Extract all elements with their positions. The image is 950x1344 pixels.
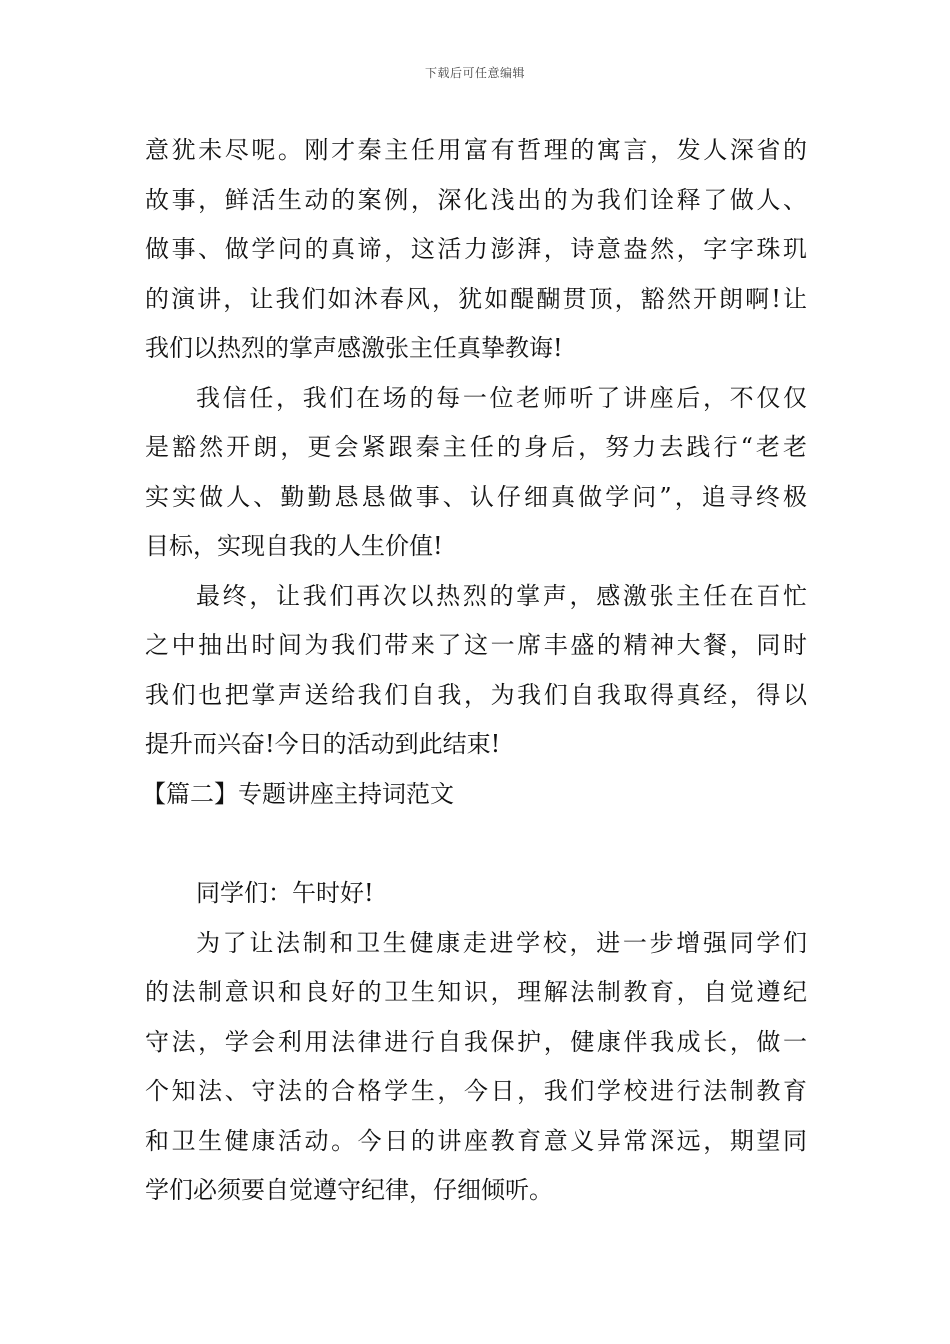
- body-line: 之中抽出时间为我们带来了这一席丰盛的精神大餐，同时: [145, 631, 807, 659]
- body-line: 故事，鲜活生动的案例，深化浅出的为我们诠释了做人、: [145, 185, 807, 214]
- body-line: 做事、做学问的真谛，这活力澎湃，诗意盎然，字字珠玑: [145, 235, 807, 263]
- body-line: 我信任，我们在场的每一位老师听了讲座后，不仅仅: [196, 383, 807, 412]
- body-line: 我们也把掌声送给我们自我，为我们自我取得真经，得以: [145, 680, 807, 709]
- page-header: 下载后可任意编辑: [424, 66, 525, 80]
- body-line: 的演讲，让我们如沐春风，犹如醍醐贯顶，豁然开朗啊!让: [145, 284, 807, 313]
- body-line: 我们以热烈的掌声感激张主任真挚教诲!: [145, 334, 563, 362]
- body-line: 意犹未尽呢。刚才秦主任用富有哲理的寓言，发人深省的: [145, 136, 807, 164]
- greeting-line: 同学们：午时好!: [196, 879, 374, 907]
- body-line: 是豁然开朗，更会紧跟秦主任的身后，努力去践行“老老: [145, 433, 807, 461]
- body-line: 提升而兴奋!今日的活动到此结束!: [145, 730, 501, 758]
- document-body: [142, 126, 807, 1216]
- section-heading: 【篇二】专题讲座主持词范文: [142, 779, 454, 808]
- body-line: 和卫生健康活动。今日的讲座教育意义异常深远，期望同: [145, 1126, 807, 1155]
- body-line: 为了让法制和卫生健康走进学校，进一步增强同学们: [196, 928, 807, 957]
- body-line: 目标，实现自我的人生价值!: [145, 532, 443, 560]
- body-line: 守法，学会利用法律进行自我保护，健康伴我成长，做一: [145, 1027, 807, 1056]
- body-line: 学们必须要自觉遵守纪律，仔细倾听。: [145, 1176, 553, 1204]
- body-line: 最终，让我们再次以热烈的掌声，感激张主任在百忙: [196, 581, 807, 610]
- body-line: 的法制意识和良好的卫生知识，理解法制教育，自觉遵纪: [145, 978, 807, 1006]
- spacer: [145, 819, 807, 869]
- body-line: 个知法、守法的合格学生，今日，我们学校进行法制教育: [145, 1077, 807, 1105]
- body-line: 实实做人、勤勤恳恳做事、认仔细真做学问”，追寻终极: [145, 482, 807, 511]
